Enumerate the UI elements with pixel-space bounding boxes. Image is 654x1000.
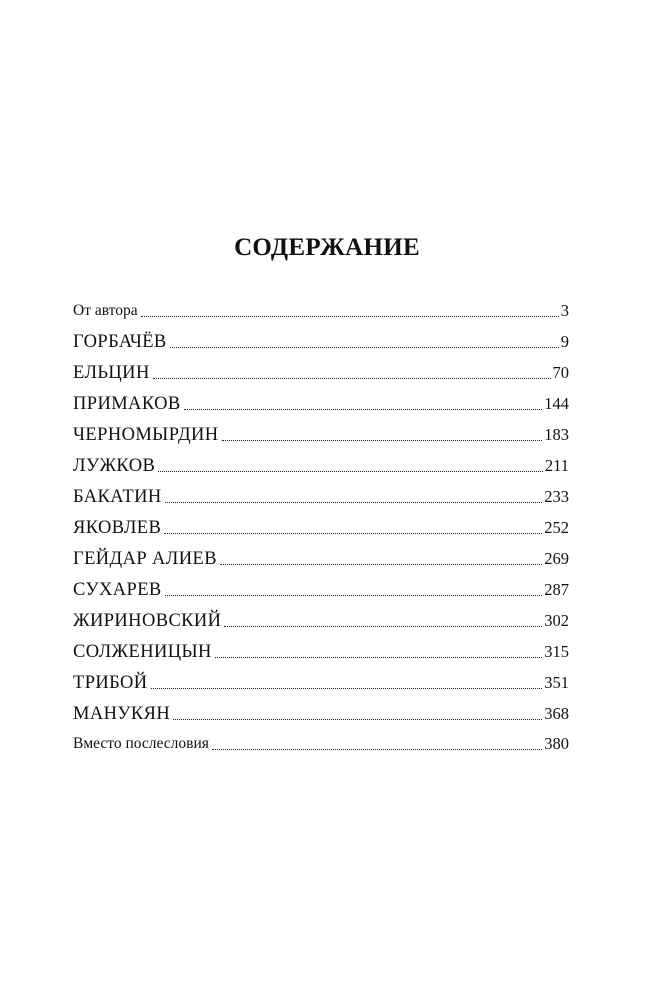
- toc-entry-title: ЕЛЬЦИН: [73, 362, 153, 384]
- toc-entry-page-number: 315: [544, 642, 569, 661]
- toc-entry: [73, 601, 569, 632]
- toc-leader-dots: [151, 672, 543, 694]
- toc-entry-title: СОЛЖЕНИЦЫН: [73, 641, 215, 663]
- toc-entry: [73, 632, 569, 663]
- toc-entry-title: Вместо послесловия: [73, 733, 212, 755]
- toc-leader-dots: [222, 424, 543, 446]
- toc-entry-title: СУХАРЕВ: [73, 579, 165, 601]
- toc-entry-title: ЛУЖКОВ: [73, 455, 158, 477]
- toc-entry-page-number: 144: [544, 394, 569, 413]
- toc-entry: [73, 570, 569, 601]
- toc-entry-page-number: 233: [544, 487, 569, 506]
- toc-leader-dots: [170, 331, 559, 353]
- toc-entry-page-number: 9: [560, 332, 569, 351]
- toc-entry-title: ЖИРИНОВСКИЙ: [73, 610, 224, 632]
- toc-entry-page-number: 351: [544, 673, 569, 692]
- toc-entry: [73, 508, 569, 539]
- toc-leader-dots: [212, 733, 542, 755]
- toc-leader-dots: [164, 517, 542, 539]
- toc-leader-dots: [141, 300, 559, 322]
- toc-list: [73, 292, 569, 755]
- toc-entry-page-number: 183: [544, 425, 569, 444]
- toc-entry-page-number: 3: [560, 301, 569, 320]
- toc-entry-page-number: 287: [544, 580, 569, 599]
- toc-entry-title: ГОРБАЧЁВ: [73, 331, 170, 353]
- toc-entry-title: БАКАТИН: [73, 486, 165, 508]
- toc-entry: [73, 663, 569, 694]
- toc-leader-dots: [153, 362, 551, 384]
- toc-entry-page-number: 252: [544, 518, 569, 537]
- toc-entry-page-number: 380: [544, 734, 569, 753]
- toc-entry-page-number: 70: [552, 363, 569, 382]
- toc-entry: [73, 415, 569, 446]
- toc-entry-title: ГЕЙДАР АЛИЕВ: [73, 548, 220, 570]
- toc-leader-dots: [165, 486, 543, 508]
- toc-entry: [73, 694, 569, 725]
- toc-entry: [73, 477, 569, 508]
- toc-entry: [73, 725, 569, 755]
- toc-leader-dots: [220, 548, 542, 570]
- toc-leader-dots: [165, 579, 543, 601]
- toc-leader-dots: [184, 393, 543, 415]
- toc-leader-dots: [173, 703, 542, 725]
- toc-entry: [73, 322, 569, 353]
- toc-entry: [73, 384, 569, 415]
- toc-leader-dots: [215, 641, 542, 663]
- toc-leader-dots: [224, 610, 542, 632]
- toc-entry: [73, 539, 569, 570]
- toc-entry-page-number: 269: [544, 549, 569, 568]
- toc-entry: [73, 353, 569, 384]
- toc-entry-title: ЧЕРНОМЫРДИН: [73, 424, 222, 446]
- toc-entry-page-number: 302: [544, 611, 569, 630]
- toc-leader-dots: [158, 455, 543, 477]
- toc-entry-page-number: 211: [544, 456, 569, 475]
- toc-entry-title: ЯКОВЛЕВ: [73, 517, 164, 539]
- toc-entry-page-number: 368: [544, 704, 569, 723]
- toc-title: СОДЕРЖАНИЕ: [234, 234, 420, 261]
- toc-entry: [73, 446, 569, 477]
- toc-entry-title: От автора: [73, 300, 141, 322]
- toc-entry-title: ТРИБОЙ: [73, 672, 151, 694]
- toc-entry-title: ПРИМАКОВ: [73, 393, 184, 415]
- toc-entry: [73, 292, 569, 322]
- toc-entry-title: МАНУКЯН: [73, 703, 173, 725]
